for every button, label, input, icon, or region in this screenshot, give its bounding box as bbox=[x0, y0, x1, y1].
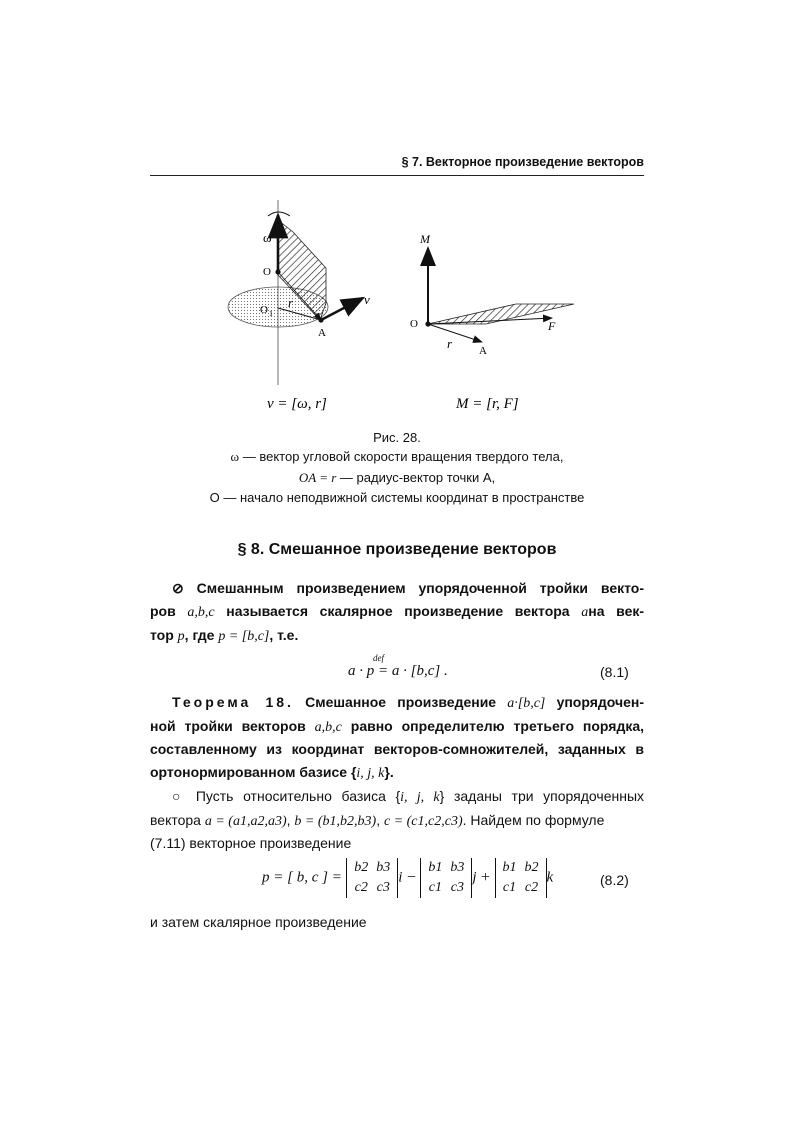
definition-line-2 bbox=[150, 600, 644, 624]
F-label: F bbox=[548, 319, 556, 333]
proof-line-1-b: } заданы три упорядоченных bbox=[439, 788, 645, 804]
closing-text: и затем скалярное произведение bbox=[150, 914, 367, 930]
definition-line-2-b: называется скалярное произведение вектора bbox=[226, 603, 570, 619]
theorem-formula: a·[b,c] bbox=[507, 696, 546, 711]
proof-line-3: (7.11) векторное произведение bbox=[150, 835, 352, 851]
eq82-number: (8.2) bbox=[600, 872, 629, 888]
theorem-line-2-a: ной тройки векторов bbox=[150, 718, 306, 734]
formula-v: v = [ω, r] bbox=[267, 396, 327, 412]
proof-vector-c: c = (c1,c2,c3) bbox=[383, 814, 463, 829]
theorem-line-1-b: упорядочен- bbox=[556, 694, 645, 710]
definition-line-3-a: тор bbox=[150, 627, 174, 643]
point-O-label: O bbox=[263, 266, 271, 278]
v-label: v bbox=[364, 292, 370, 307]
running-header: § 7. Векторное произведение векторов bbox=[401, 155, 644, 169]
point-O-label-right: O bbox=[410, 318, 418, 330]
eq81-lhs: a · p bbox=[348, 663, 375, 679]
eq82-lhs: p = [ b, c ] = bbox=[262, 869, 342, 886]
theorem-basis: i, j, k bbox=[356, 766, 385, 781]
point-O-dot-right bbox=[425, 321, 430, 326]
theorem-line-2-b: равно определителю третьего порядка, bbox=[350, 718, 645, 734]
definition-line-3-c: , т.е. bbox=[269, 627, 299, 643]
point-O1-subscript: 1 bbox=[269, 309, 273, 318]
eq82-k: k bbox=[546, 869, 554, 886]
definition-line-3-b: , где bbox=[184, 627, 215, 643]
definition-line-2-c: на век- bbox=[588, 603, 645, 619]
theorem-line-3: составленному из координат векторов-сомножителей, заданных в bbox=[150, 741, 644, 757]
caption-line-1 bbox=[150, 449, 644, 465]
eq81-def: def bbox=[373, 653, 384, 663]
rotation-diagram bbox=[228, 200, 370, 385]
eq81-number: (8.1) bbox=[600, 664, 629, 680]
caption-line-3: O — начало неподвижной системы координат в пространстве bbox=[209, 490, 585, 505]
definition-line-1 bbox=[150, 577, 644, 600]
proof-vector-a: a = (a1,a2,a3) bbox=[204, 814, 287, 829]
theorem-label: Теорема 18. bbox=[172, 694, 294, 710]
eq81-rhs: a · [b,c] . bbox=[391, 663, 448, 679]
det2-c1: c1 bbox=[428, 880, 442, 895]
eq82-det-2 bbox=[420, 858, 472, 898]
proof-line-1-a: Пусть относительно базиса { bbox=[195, 788, 401, 804]
r-label: r bbox=[288, 295, 294, 310]
theorem-vectors: a,b,c bbox=[314, 720, 342, 735]
eq81-def-label bbox=[373, 653, 384, 663]
r-label-right: r bbox=[447, 336, 453, 351]
theorem-line-2 bbox=[150, 715, 644, 739]
header-rule bbox=[150, 175, 644, 176]
proof-line-2: вектора a = (a1,a2,a3), b = (b1,b2,b3), c = (c1,c2,c3). Найдем по формуле bbox=[150, 812, 605, 829]
eq82-i: i bbox=[398, 869, 403, 886]
definition-line-2-a: ров bbox=[150, 603, 176, 619]
det1-c2: c2 bbox=[354, 880, 368, 895]
eq82-minus: − bbox=[406, 869, 416, 886]
det1-b3: b3 bbox=[376, 860, 391, 875]
definition-p: p bbox=[177, 629, 185, 644]
definition-p-formula: p = [b,c] bbox=[218, 629, 270, 644]
theorem-line-4-a: ортонормированном базисе { bbox=[150, 764, 357, 780]
point-A-label: A bbox=[318, 327, 326, 339]
eq82-j: j bbox=[472, 869, 477, 886]
figure-caption-title: Рис. 28. bbox=[373, 430, 421, 445]
det1-b2: b2 bbox=[354, 860, 369, 875]
proof-line-2-a: вектора bbox=[150, 812, 201, 828]
caption-line-2 bbox=[150, 470, 644, 486]
proof-icon: ○ bbox=[172, 788, 187, 804]
definition-line-1-text: Смешанным произведением упорядоченной тройки векто- bbox=[196, 580, 645, 596]
det1-c3: c3 bbox=[376, 880, 390, 895]
det3-c1: c1 bbox=[502, 880, 517, 895]
det3-b2: b2 bbox=[524, 860, 539, 875]
caption-line-1-text: — вектор угловой скорости вращения твердого тела, bbox=[239, 449, 564, 464]
eq82-det-3 bbox=[495, 858, 547, 898]
det2-b3: b3 bbox=[450, 860, 465, 875]
proof-line-2-b: . Найдем по формуле bbox=[462, 812, 605, 828]
figure-28 bbox=[150, 180, 644, 420]
theorem-line-1-a: Смешанное произведение bbox=[305, 694, 497, 710]
definition-icon: ⊘ bbox=[172, 580, 184, 596]
eq82 bbox=[262, 858, 553, 898]
M-label: M bbox=[420, 232, 430, 246]
caption-omega-symbol: ω bbox=[230, 449, 240, 464]
point-A-label-right: A bbox=[479, 345, 487, 357]
proof-vector-b: b = (b1,b2,b3) bbox=[294, 814, 377, 829]
moment-diagram bbox=[410, 232, 574, 357]
det3-c2: c2 bbox=[524, 880, 539, 895]
caption-OA-formula: OA = r bbox=[298, 470, 337, 485]
formula-M: M = [r, F] bbox=[456, 396, 519, 412]
det2-c3: c3 bbox=[450, 880, 464, 895]
eq82-plus: + bbox=[481, 869, 491, 886]
proof-basis: i, j, k bbox=[400, 790, 440, 805]
theorem-line-4 bbox=[150, 761, 644, 785]
det2-b1: b1 bbox=[428, 860, 443, 875]
section-title: § 8. Смешанное произведение векторов bbox=[237, 541, 557, 558]
definition-vectors: a,b,c bbox=[187, 605, 215, 620]
point-O1-label: O bbox=[260, 304, 268, 316]
definition-a: a bbox=[581, 605, 589, 620]
theorem-line-4-b: }. bbox=[384, 764, 394, 780]
det3-b1: b1 bbox=[502, 860, 517, 875]
proof-line-1 bbox=[150, 785, 644, 809]
omega-label: ω bbox=[263, 230, 272, 245]
r-vector-right bbox=[428, 324, 482, 342]
definition-line-3 bbox=[150, 624, 644, 648]
caption-line-2-text: — радиус-вектор точки A, bbox=[336, 470, 496, 485]
theorem-line-1 bbox=[150, 691, 644, 715]
eq81: a · p = a · [b,c] . bbox=[348, 663, 448, 679]
eq82-det-1 bbox=[346, 858, 398, 898]
